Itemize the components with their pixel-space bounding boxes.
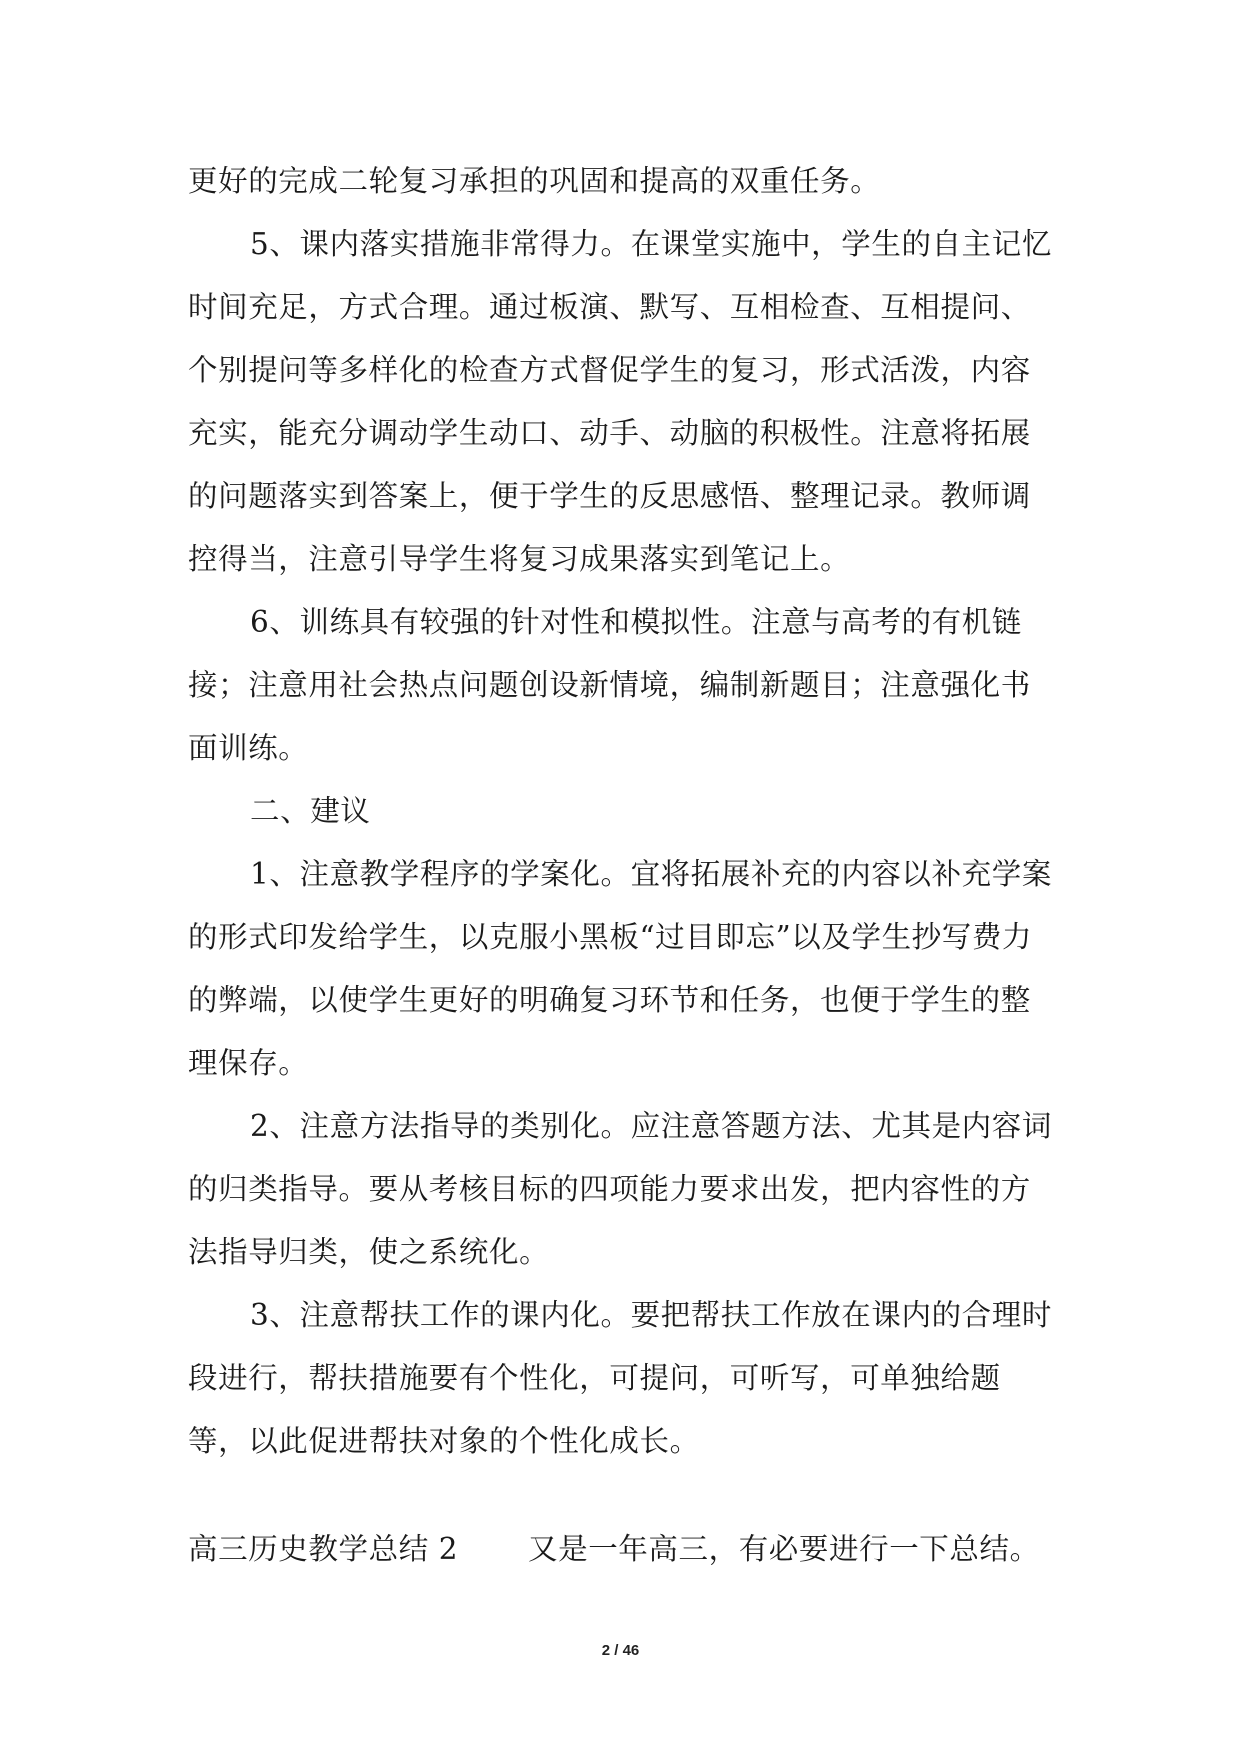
section-heading-suggestions: 二、建议 xyxy=(250,794,371,828)
paragraph-point-5: 5、课内落实措施非常得力。在课堂实施中，学生的自主记忆时间充足，方式合理。通过板演、默写、互相检查、互相提问、个别提问等多样化的检查方式督促学生的复习，形式活泼，内容充实，能充分调动学生动口、动手、动脑的积极性。注意将拓展的问题落实到答案上，便于学生的反思感悟、整理记录。教师调控得当，注意引导学生将复习成果落实到笔记上。 xyxy=(188,227,1052,576)
body-text xyxy=(188,150,1058,1473)
next-section-line xyxy=(188,1518,1068,1581)
paragraph-continuation: 更好的完成二轮复习承担的巩固和提高的双重任务。 xyxy=(188,164,881,198)
paragraph-suggestion-3: 3、注意帮扶工作的课内化。要把帮扶工作放在课内的合理时段进行，帮扶措施要有个性化，可提问，可听写，可单独给题等，以此促进帮扶对象的个性化成长。 xyxy=(188,1298,1052,1458)
page-number: 2 / 46 xyxy=(601,1642,640,1659)
next-section-title: 高三历史教学总结 2 xyxy=(188,1532,459,1566)
paragraph-suggestion-2: 2、注意方法指导的类别化。应注意答题方法、尤其是内容词的归类指导。要从考核目标的四项能力要求出发，把内容性的方法指导归类，使之系统化。 xyxy=(188,1109,1052,1269)
paragraph-point-6: 6、训练具有较强的针对性和模拟性。注意与高考的有机链接；注意用社会热点问题创设新情境，编制新题目；注意强化书面训练。 xyxy=(188,605,1031,765)
paragraph-suggestion-1: 1、注意教学程序的学案化。宜将拓展补充的内容以补充学案的形式印发给学生，以克服小黑板“过目即忘”以及学生抄写费力的弊端，以使学生更好的明确复习环节和任务，也便于学生的整理保存。 xyxy=(188,857,1052,1080)
next-section-first-line: 又是一年高三，有必要进行一下总结。 xyxy=(528,1532,1040,1566)
